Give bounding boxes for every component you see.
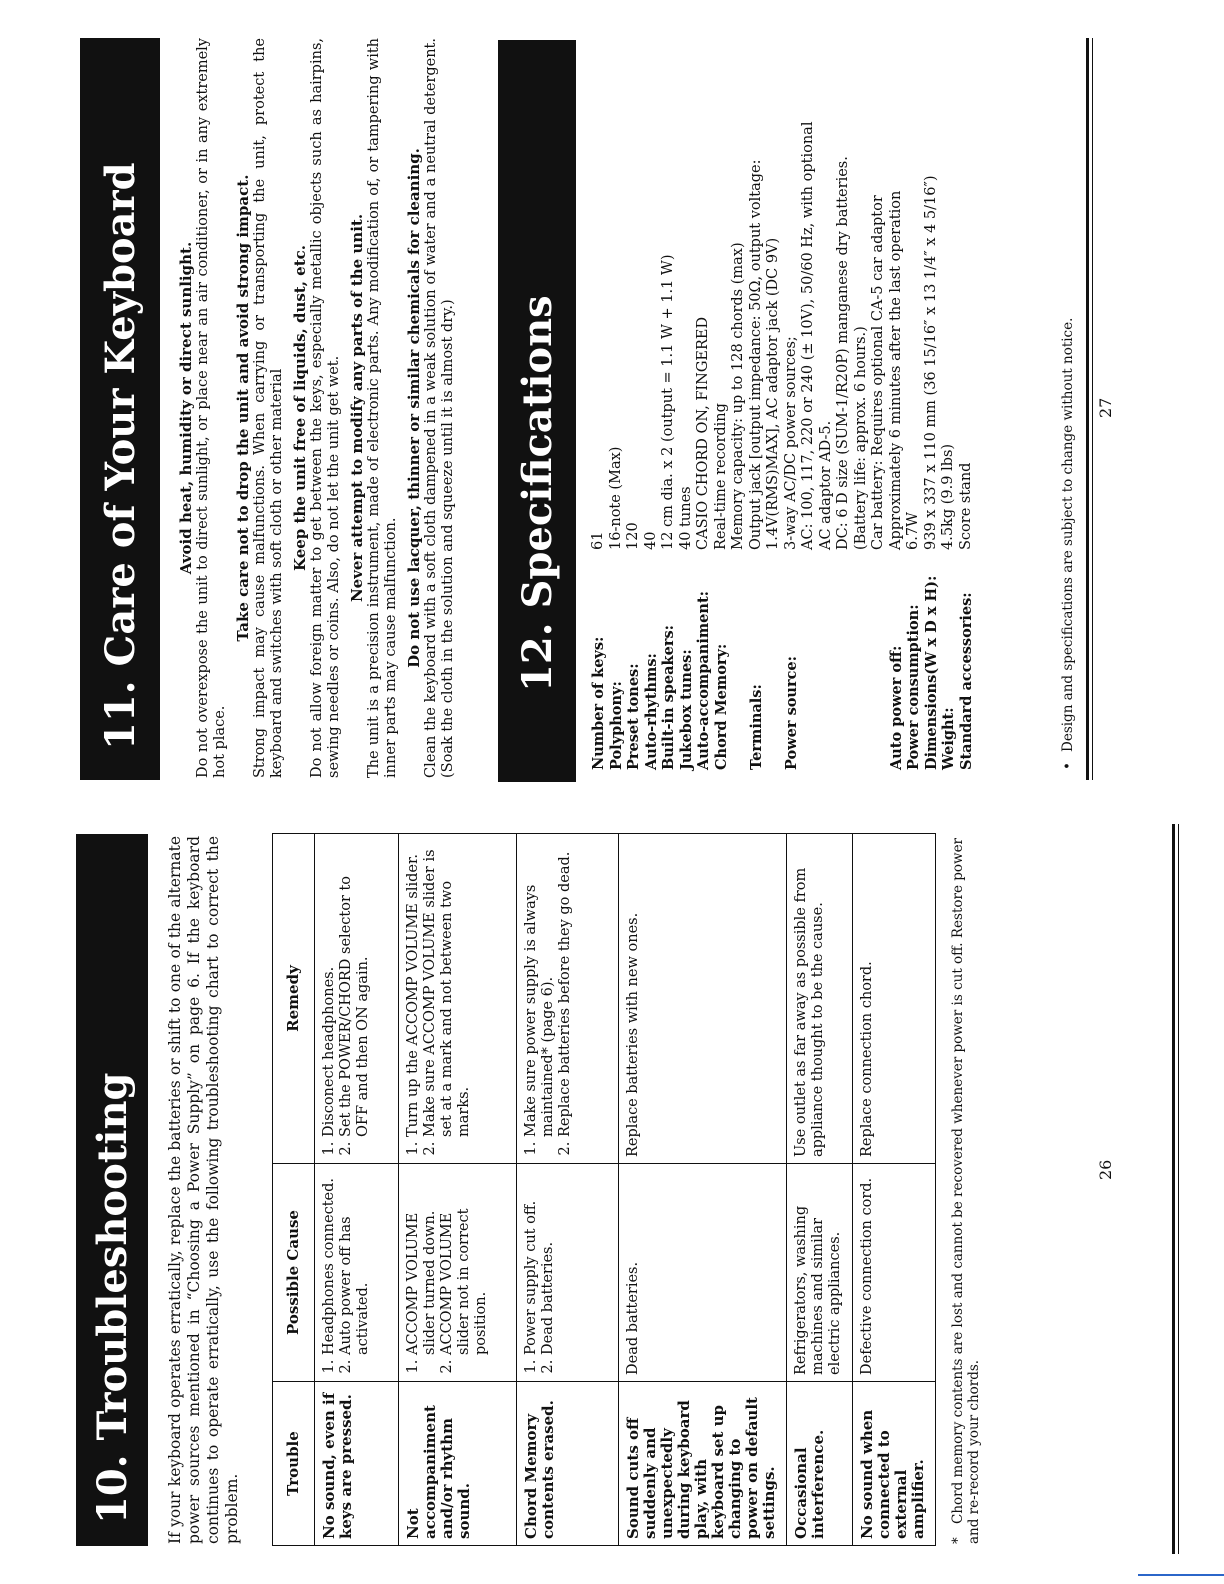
page-number: 26 xyxy=(1096,1159,1115,1180)
table-header-row xyxy=(273,834,315,1546)
cause-item: 2. Dead batteries. xyxy=(540,1170,557,1355)
troubleshooting-table xyxy=(272,833,936,1546)
spec-label: Terminals: xyxy=(747,684,765,770)
spec-value: Approximately 6 minutes after the last operation xyxy=(887,190,904,550)
spec-label: Power consumption: xyxy=(905,604,922,770)
bullet-icon: • xyxy=(1060,762,1076,770)
spec-label: Power source: xyxy=(782,655,800,770)
cause-item: 1. Power supply cut off. xyxy=(523,1170,540,1355)
remedy-item: 1. Make sure power supply is always maintained* (page 6). xyxy=(523,840,557,1137)
blue-mark xyxy=(1138,1574,1224,1576)
spec-label: Auto-accompaniment: xyxy=(695,591,712,770)
spec-row xyxy=(783,30,888,770)
spec-row xyxy=(958,30,976,770)
remedy-cell: Use outlet as far away as possible from appliance thought to be the cause. xyxy=(787,834,853,1164)
remedy-item: 1. Turn up the ACCOMP VOLUME slider. xyxy=(405,840,422,1137)
remedy-cell: Replace connection chord. xyxy=(853,834,936,1164)
trouble-cell: Chord Memory contents erased. xyxy=(517,1382,619,1546)
care-text: Strong impact may cause malfunctions. When carrying or transporting the unit, protect the keyboard and switches with soft cloth or other material xyxy=(252,38,285,778)
header-possible-cause: Possible Cause xyxy=(273,1164,315,1382)
care-heading: Do not use lacquer, thinner or similar chemicals for cleaning. xyxy=(405,148,423,668)
table-row xyxy=(853,834,936,1546)
care-section xyxy=(178,38,463,778)
footnote-text: Chord memory contents are lost and cannot be recovered whenever power is cut off. Restore power and re-record your chords. xyxy=(950,837,982,1544)
spec-row xyxy=(625,30,643,770)
care-text: Do not allow foreign matter to get between the keys, especially metallic objects such as hairpins, sewing needles or coins. Also, do not let the unit get wet. xyxy=(309,38,342,778)
cause-item: 1. ACCOMP VOLUME slider turned down. xyxy=(405,1170,439,1355)
spec-value: 120 xyxy=(625,522,641,550)
spec-value: CASIO CHORD ON, FINGERED xyxy=(695,316,711,550)
remedy-cell xyxy=(517,834,619,1164)
care-text: Do not overexpose the unit to direct sunlight, or place near an air conditioner, or in any extremely hot place. xyxy=(195,38,228,778)
troubleshooting-intro: If your keyboard operates erratically, replace the batteries or shift to one of the alternate power sources mentioned in “Choosing a Power Supply” on page 6. If the keyboard continues to operate erratically, use the following troubleshooting chart to correct the problem. xyxy=(166,836,241,1544)
spec-label: Dimensions(W x D x H): xyxy=(922,575,940,770)
cause-cell: Defective connection cord. xyxy=(853,1164,936,1382)
table-row xyxy=(619,834,787,1546)
specifications-title: 12. Specifications xyxy=(498,40,576,782)
spec-label: Auto power off: xyxy=(887,645,905,770)
page-27 xyxy=(0,0,1224,790)
specs-note-text: Design and specifications are subject to change without notice. xyxy=(1060,317,1076,752)
remedy-item: 2. Replace batteries before they go dead. xyxy=(557,840,574,1137)
bottom-rule xyxy=(1172,824,1175,1554)
spec-row xyxy=(660,30,678,770)
remedy-item: 1. Disconect headphones. xyxy=(321,840,338,1137)
spec-row xyxy=(905,30,923,770)
cause-cell xyxy=(315,1164,399,1382)
footnote xyxy=(950,832,982,1544)
trouble-cell: No sound when connected to external amplifier. xyxy=(853,1382,936,1546)
care-text: Clean the keyboard with a soft cloth dampened in a weak solution of water and a neutral detergent. (Soak the cloth in the solution and squeeze until it is almost dry.) xyxy=(423,38,456,778)
spec-row xyxy=(940,30,958,770)
spec-row xyxy=(695,30,713,770)
bottom-rule-thin xyxy=(1178,824,1179,1554)
spec-value: 40 xyxy=(642,531,659,550)
cause-item: 1. Headphones connected. xyxy=(321,1170,338,1355)
spec-value: Output jack [output impedance: 50Ω, output voltage: 1.4V(RMS)MAX], AC adaptor jack (DC 9V) xyxy=(747,159,781,550)
spec-value: 16-note (Max) xyxy=(607,446,624,550)
spec-label: Chord Memory: xyxy=(712,643,730,770)
remedy-item: 2. Make sure ACCOMP VOLUME slider is set at a mark and not between two marks. xyxy=(422,840,473,1137)
troubleshooting-title: 10. Troubleshooting xyxy=(76,834,148,1546)
cause-cell xyxy=(517,1164,619,1382)
spec-row xyxy=(590,30,608,770)
spec-row xyxy=(888,30,906,770)
spec-row xyxy=(643,30,661,770)
spec-label: Weight: xyxy=(940,707,957,770)
care-title: 11. Care of Your Keyboard xyxy=(80,38,160,780)
care-text: The unit is a precision instrument, made of electronic parts. Any modification of, or tampering with inner parts may cause malfunction. xyxy=(366,38,399,778)
page-26 xyxy=(0,794,1224,1584)
footnote-mark: * xyxy=(950,1537,966,1544)
trouble-cell: Not accompaniment and/or rhythm sound. xyxy=(399,1382,517,1546)
care-heading: Never attempt to modify any parts of the unit. xyxy=(348,213,366,603)
header-remedy: Remedy xyxy=(273,834,315,1164)
spec-value: 4.5kg (9.9 lbs) xyxy=(940,443,956,550)
specs-note xyxy=(1060,50,1076,770)
spec-label: Jukebox tunes: xyxy=(677,649,695,770)
spec-row xyxy=(923,30,941,770)
spec-row xyxy=(678,30,696,770)
trouble-cell: Occasional interference. xyxy=(787,1382,853,1546)
table-row xyxy=(787,834,853,1546)
spec-row xyxy=(608,30,626,770)
spec-row xyxy=(713,30,748,770)
cause-item: 2. Auto power off has activated. xyxy=(338,1170,372,1355)
cause-cell: Refrigerators, washing machines and similar electric appliances. xyxy=(787,1164,853,1382)
trouble-cell: Sound cuts off suddenly and unexpectedly during keyboard play, with keyboard set up changing to power on default settings. xyxy=(619,1382,787,1546)
specifications-list xyxy=(590,30,975,770)
table-row xyxy=(315,834,399,1546)
spec-value: 40 tunes xyxy=(677,486,694,550)
table-row xyxy=(517,834,619,1546)
page-number: 27 xyxy=(1096,397,1115,418)
spec-value: 61 xyxy=(590,531,606,550)
spec-label: Auto-rhythms: xyxy=(642,653,660,770)
spec-label: Standard accessories: xyxy=(957,592,975,770)
remedy-item: 2. Set the POWER/CHORD selector to OFF and then ON again. xyxy=(338,840,372,1137)
cause-cell: Dead batteries. xyxy=(619,1164,787,1382)
care-heading: Keep the unit free of liquids, dust, etc. xyxy=(291,245,309,572)
trouble-cell: No sound, even if keys are pressed. xyxy=(315,1382,399,1546)
spec-value: Score stand xyxy=(957,462,974,550)
spec-value: 12 cm dia. x 2 (output = 1.1 W + 1.1 W) xyxy=(660,254,676,550)
remedy-cell: Replace batteries with new ones. xyxy=(619,834,787,1164)
spec-label: Number of keys: xyxy=(590,636,607,770)
spec-label: Polyphony: xyxy=(607,681,625,770)
header-trouble: Trouble xyxy=(273,1382,315,1546)
care-heading: Take care not to drop the unit and avoid strong impact. xyxy=(234,174,252,642)
cause-item: 2. ACCOMP VOLUME slider not in correct position. xyxy=(439,1170,490,1355)
spec-value: 6.7W xyxy=(905,512,921,550)
remedy-cell xyxy=(315,834,399,1164)
spec-value: 3-way AC/DC power sources; AC: 100, 117, 220 or 240 (± 10V), 50/60 Hz, with optional AC adaptor AD-5. DC: 6 D size (SUM-1/R20P) manganese dry batteries. (Battery life: approx. 6 hours.) Car battery: Requires optional CA-5 car adaptor xyxy=(782,121,886,550)
spec-value: Real-time recording Memory capacity: up to 128 chords (max) xyxy=(712,242,746,550)
bottom-rule-thin xyxy=(1092,38,1093,780)
spec-label: Preset tones: xyxy=(625,663,642,770)
table-row xyxy=(399,834,517,1546)
cause-cell xyxy=(399,1164,517,1382)
care-heading: Avoid heat, humidity or direct sunlight. xyxy=(177,241,195,575)
remedy-cell xyxy=(399,834,517,1164)
spec-row xyxy=(748,30,783,770)
bottom-rule xyxy=(1086,38,1089,780)
spec-value: 939 x 337 x 110 mm (36 15/16″ x 13 1/4″ x 4 5/16″) xyxy=(922,175,939,550)
spec-label: Built-in speakers: xyxy=(660,625,677,770)
